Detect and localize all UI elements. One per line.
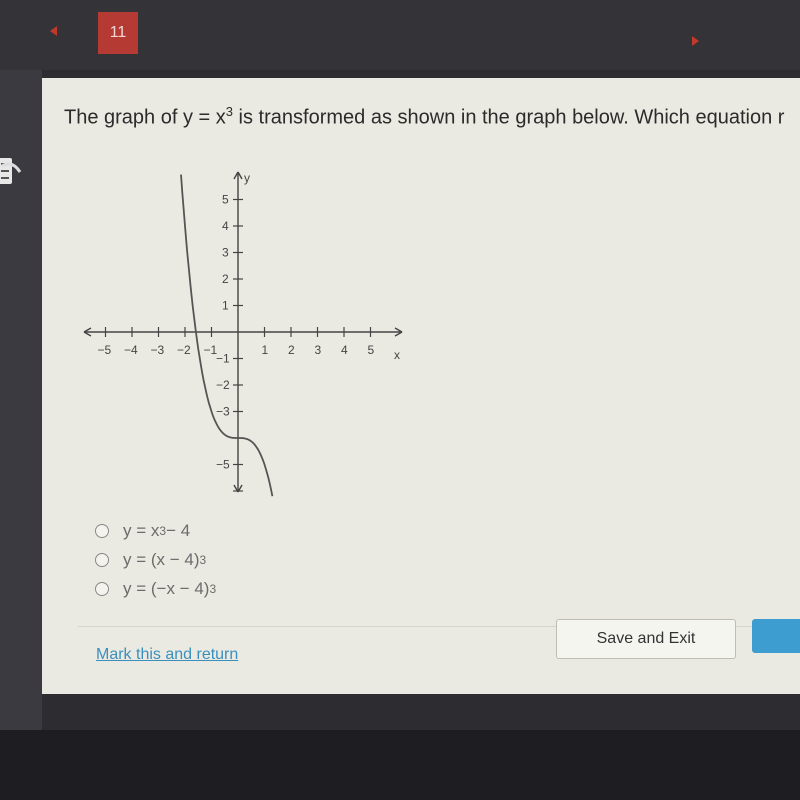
y-tick-label: −5 <box>216 457 230 472</box>
y-axis-label: y <box>244 171 250 185</box>
previous-arrow-icon[interactable] <box>50 26 57 36</box>
x-tick-label: −3 <box>150 343 165 357</box>
save-and-exit-button[interactable]: Save and Exit <box>556 619 736 659</box>
x-tick-label: 2 <box>288 343 295 357</box>
y-tick-label: −1 <box>216 351 230 366</box>
x-tick-label: −4 <box>124 343 138 357</box>
choice-1-tail: − 4 <box>166 520 191 540</box>
y-tick-label: 4 <box>222 219 229 233</box>
question-equation: y = x <box>182 106 226 129</box>
next-arrow-icon[interactable] <box>692 36 699 46</box>
x-tick-label: −5 <box>97 343 112 357</box>
left-sidebar <box>0 70 42 730</box>
choice-2-exponent: 3 <box>199 552 207 567</box>
choice-3-exponent: 3 <box>209 581 217 596</box>
y-tick-label: 3 <box>222 245 229 260</box>
choice-3-base: y = (−x − 4) <box>123 578 210 598</box>
x-tick-label: 3 <box>314 343 322 357</box>
question-equation-exponent: 3 <box>225 104 233 119</box>
x-tick-label: 5 <box>367 343 375 357</box>
choice-1[interactable] <box>95 516 216 545</box>
choice-1-exponent: 3 <box>159 523 167 538</box>
tick-labels <box>98 171 401 472</box>
tool-icon[interactable] <box>0 160 40 190</box>
monitor-bezel <box>0 730 800 800</box>
x-tick-label: −2 <box>177 343 191 357</box>
y-tick-label: 1 <box>222 298 229 313</box>
next-button[interactable] <box>752 619 800 653</box>
choice-3-radio[interactable] <box>95 582 109 596</box>
top-nav-bar <box>0 0 800 70</box>
y-tick-label: 2 <box>222 272 229 286</box>
mark-and-return-link[interactable]: Mark this and return <box>96 646 239 663</box>
function-graph <box>72 160 412 500</box>
x-axis-label: x <box>394 348 400 362</box>
choice-3[interactable] <box>95 574 216 603</box>
choice-2-radio[interactable] <box>95 553 109 567</box>
y-tick-label: −3 <box>216 404 230 419</box>
x-tick-label: 1 <box>261 343 269 357</box>
y-tick-label: −2 <box>216 378 230 392</box>
choice-2-base: y = (x − 4) <box>123 549 200 569</box>
x-tick-label: 4 <box>341 343 348 357</box>
question-number-tab[interactable]: 11 <box>98 12 138 54</box>
x-tick-label: −1 <box>203 343 218 357</box>
question-suffix: is transformed as shown in the graph below. Which equation r <box>233 106 785 129</box>
choice-1-radio[interactable] <box>95 524 109 538</box>
y-tick-label: 5 <box>222 192 229 207</box>
question-prefix: The graph of <box>64 106 183 129</box>
choice-2[interactable] <box>95 545 216 574</box>
answer-choices <box>95 516 216 603</box>
question-text <box>64 104 784 130</box>
choice-1-base: y = x <box>123 520 160 540</box>
